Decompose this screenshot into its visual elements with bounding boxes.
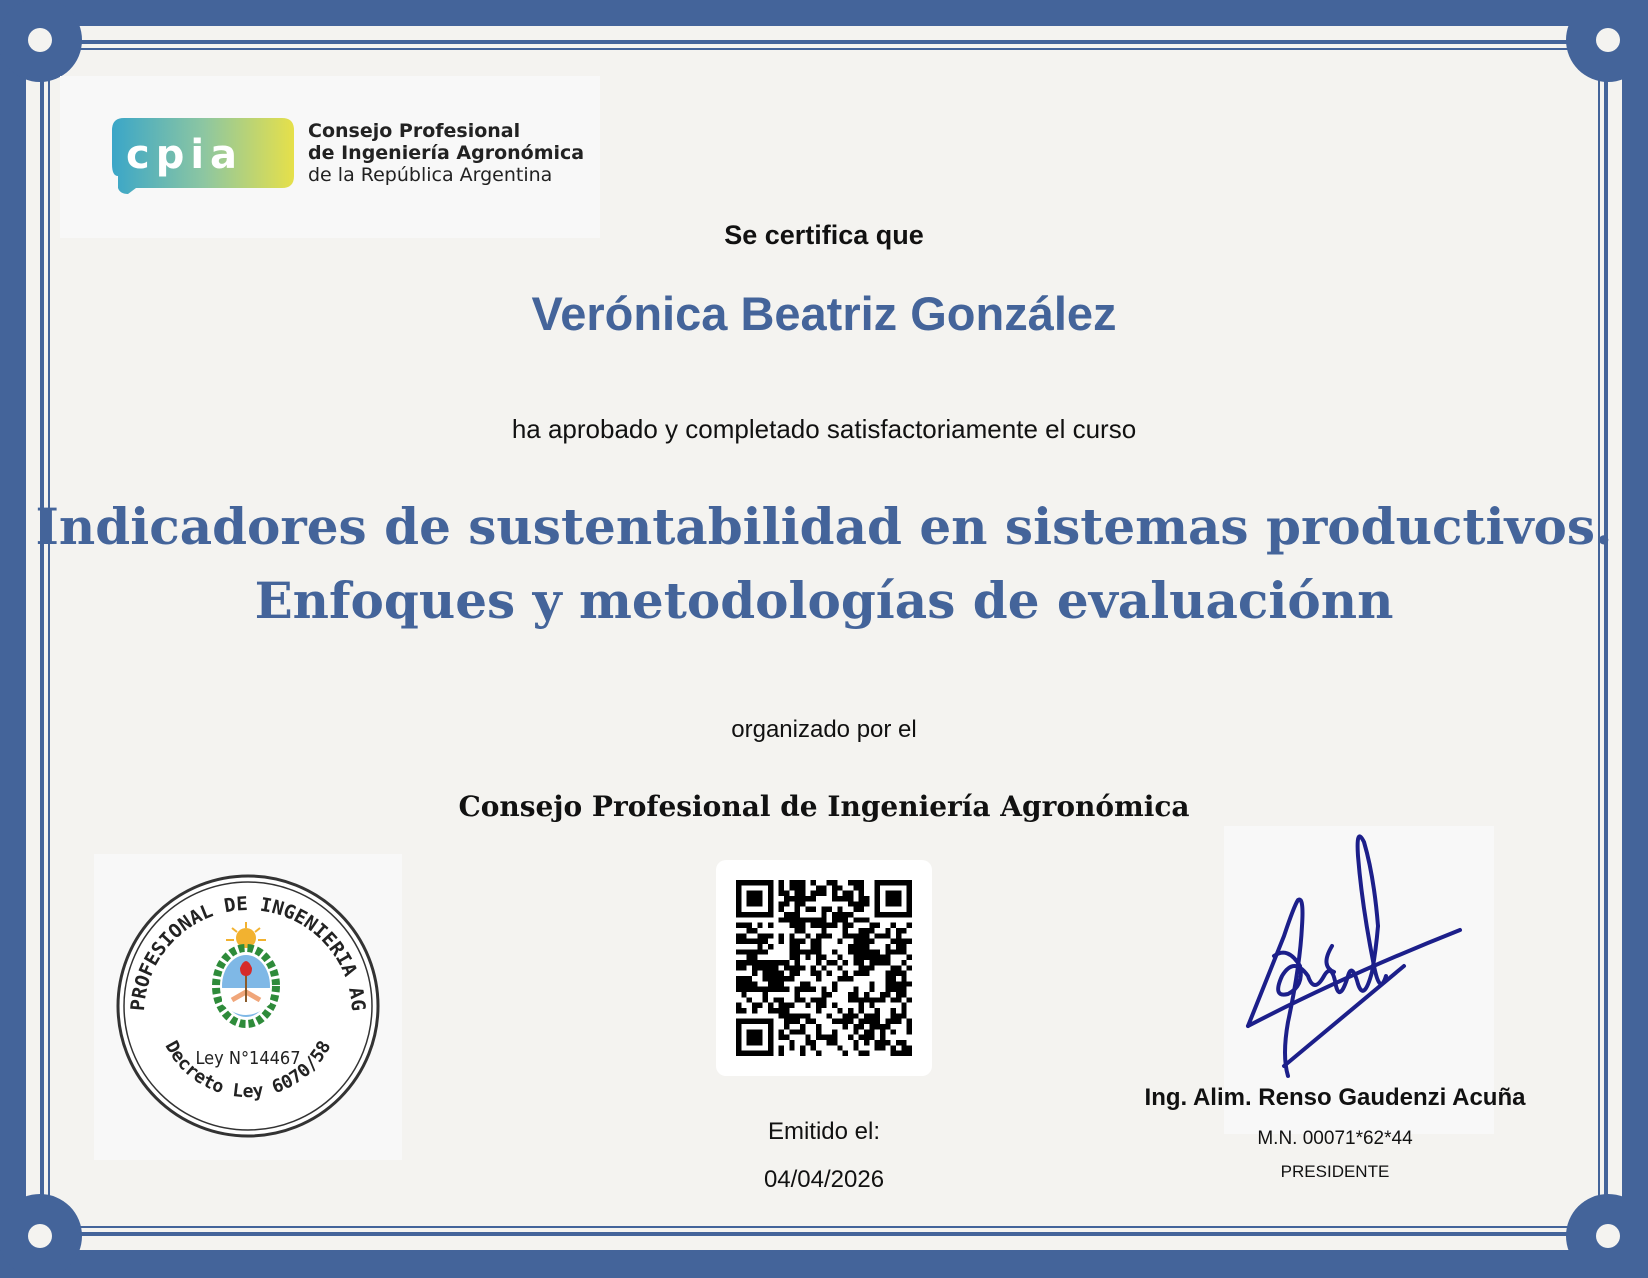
course-title-line-1: Indicadores de sustentabilidad en sistemas productivos.: [35, 497, 1613, 556]
seal-decree-text: Decreto Ley 6070/58: [160, 1037, 336, 1103]
logo-line-2: de Ingeniería Agronómica: [308, 142, 585, 164]
logo-line-1: Consejo Profesional: [308, 120, 521, 142]
organized-by-label: organizado por el: [731, 716, 917, 743]
recipient-name: Verónica Beatriz González: [531, 287, 1117, 340]
organizer-name: Consejo Profesional de Ingeniería Agronómica: [458, 790, 1190, 823]
signatory-registration: M.N. 00071*62*44: [1257, 1128, 1413, 1149]
corner-ornament-top-left: [0, 0, 82, 82]
seal-law-text: Ley N°14467: [195, 1048, 301, 1069]
issued-date: 04/04/2026: [763, 1166, 885, 1193]
qr-code-icon: [736, 880, 912, 1056]
signatory-name: Ing. Alim. Renso Gaudenzi Acuña: [1144, 1084, 1526, 1111]
course-title-line-2: Enfoques y metodologías de evaluaciónn: [254, 571, 1394, 630]
corner-ornament-top-right: [1566, 0, 1648, 82]
cpia-logo-icon: [112, 118, 294, 194]
certify-intro: Se certifica que: [724, 220, 924, 250]
qr-code[interactable]: [716, 860, 932, 1076]
logo-line-3: de la República Argentina: [308, 164, 553, 186]
signatory-role: PRESIDENTE: [1280, 1162, 1390, 1181]
cpia-logo: [60, 76, 600, 238]
official-seal: [94, 854, 402, 1160]
course-title: [0, 490, 1648, 638]
svg-text:cpia: cpia: [126, 132, 244, 178]
seal-icon: [94, 854, 402, 1160]
corner-ornament-bottom-left: [0, 1194, 82, 1278]
seal-ring-text: PROFESIONAL DE INGENIERIA AG: [126, 892, 370, 1012]
logo-wordmark: [308, 120, 584, 186]
corner-ornament-bottom-right: [1566, 1194, 1648, 1278]
approved-text: ha aprobado y completado satisfactoriamente el curso: [511, 414, 1137, 444]
issued-label: Emitido el:: [767, 1118, 881, 1145]
